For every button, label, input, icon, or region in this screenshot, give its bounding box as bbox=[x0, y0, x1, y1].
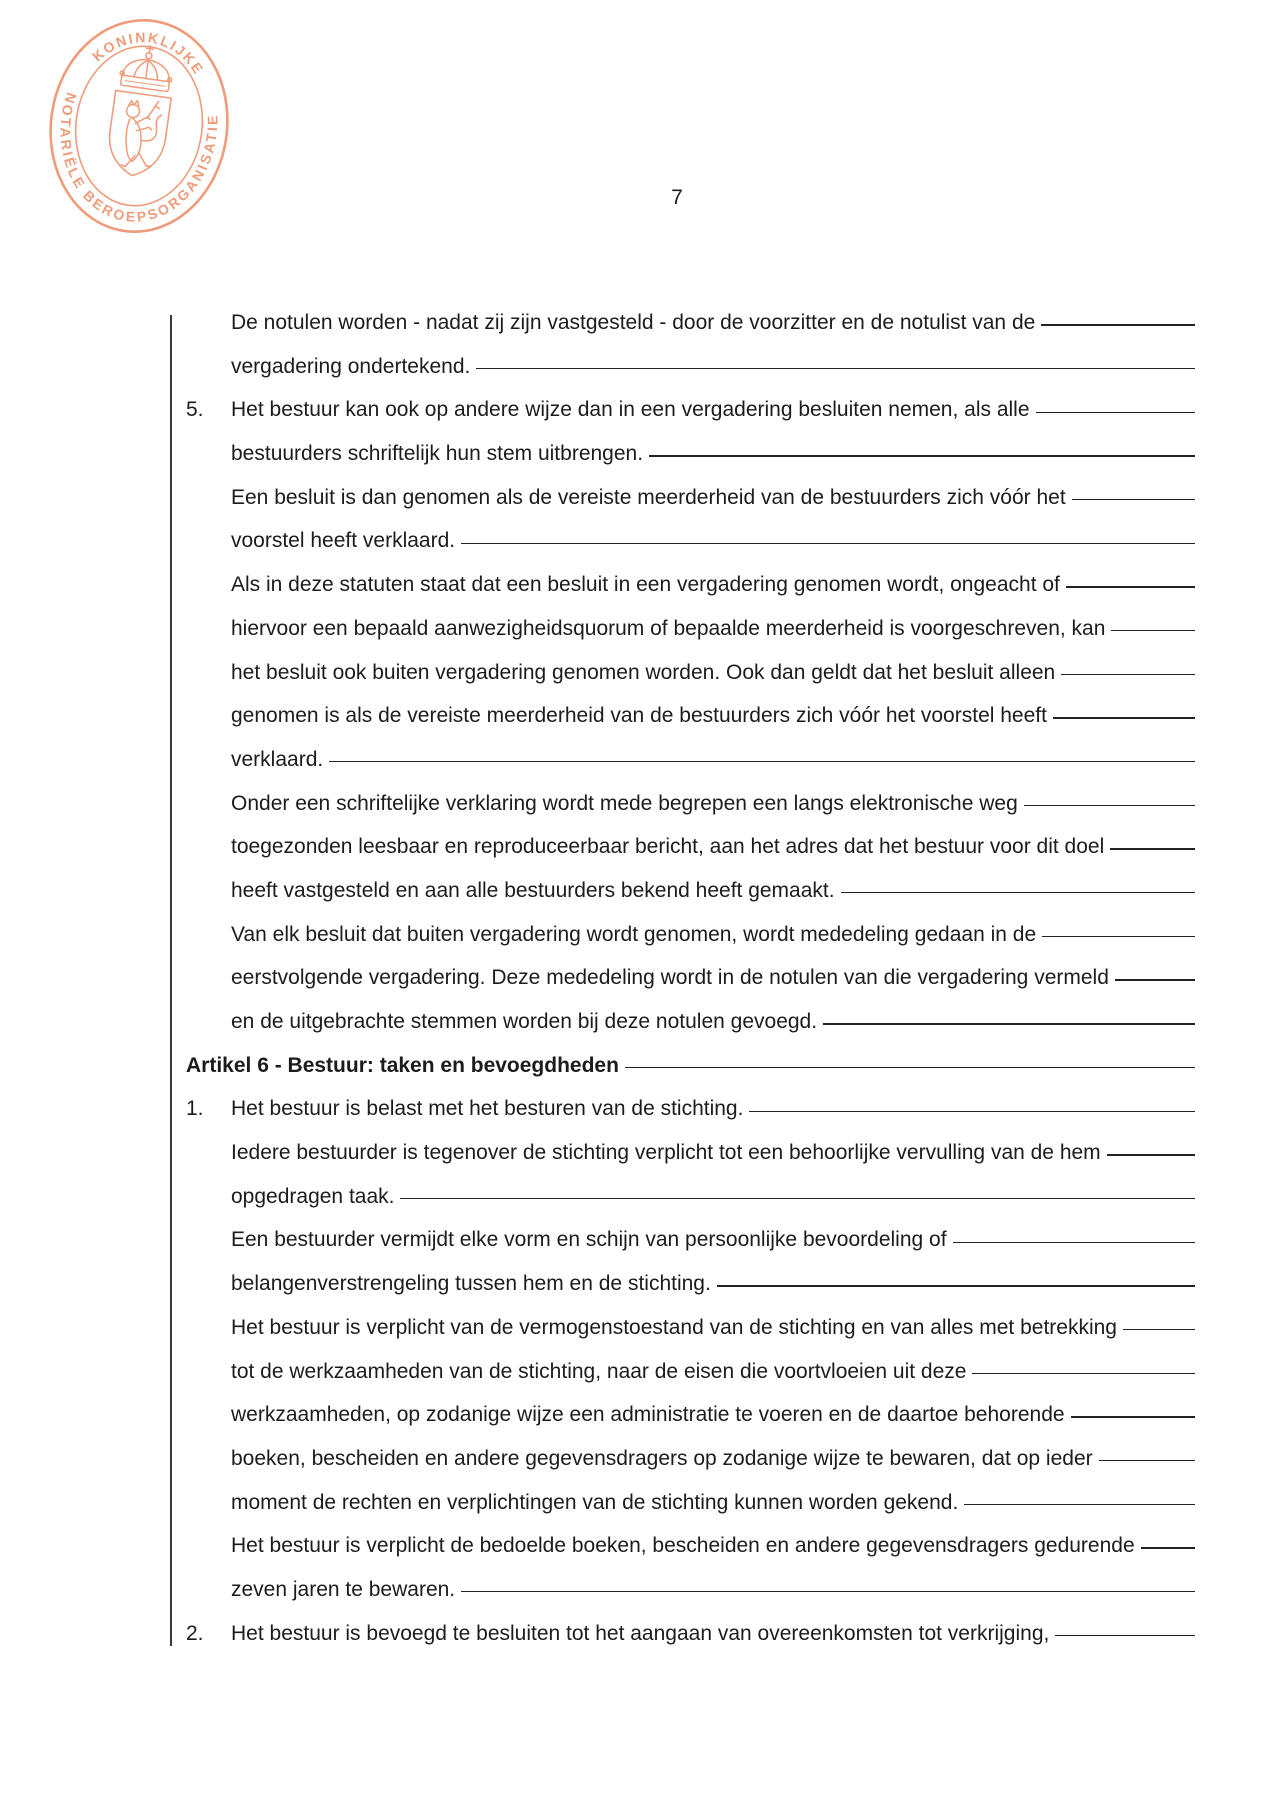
line-text: Een besluit is dan genomen als de vereiste meerderheid van de bestuurders zich vóór het bbox=[231, 485, 1066, 509]
item-number: 1. bbox=[186, 1097, 204, 1121]
fill-dash-line bbox=[841, 892, 1195, 893]
line-text: het besluit ook buiten vergadering genomen worden. Ook dan geldt dat het besluit alleen bbox=[231, 660, 1056, 684]
line-text: Het bestuur is bevoegd te besluiten tot het aangaan van overeenkomsten tot verkrijging, bbox=[231, 1621, 1050, 1645]
fill-dash-line bbox=[461, 1591, 1195, 1592]
line-text: De notulen worden - nadat zij zijn vastgesteld - door de voorzitter en de notulist van de bbox=[231, 311, 1036, 334]
text-line bbox=[186, 694, 1195, 738]
fill-dash-line bbox=[964, 1504, 1195, 1505]
text-line bbox=[186, 1131, 1195, 1175]
line-text: belangenverstrengeling tussen hem en de stichting. bbox=[231, 1272, 711, 1296]
seal-bottom-text: NOTARIËLE BEROEPSORGANISATIE bbox=[57, 90, 221, 225]
numbered-line bbox=[186, 388, 1195, 432]
text-line bbox=[186, 782, 1195, 826]
line-text: tot de werkzaamheden van de stichting, naar de eisen die voortvloeien uit deze bbox=[231, 1359, 967, 1383]
line-text: eerstvolgende vergadering. Deze mededeling wordt in de notulen van die vergadering vermeld bbox=[231, 966, 1109, 990]
line-text: Een bestuurder vermijdt elke vorm en schijn van persoonlijke bevoordeling of bbox=[231, 1228, 947, 1252]
fill-dash-line bbox=[476, 368, 1195, 369]
document-body bbox=[186, 301, 1195, 1655]
text-line bbox=[186, 301, 1195, 345]
text-line bbox=[186, 1175, 1195, 1219]
text-line bbox=[186, 1306, 1195, 1350]
text-line bbox=[186, 869, 1195, 913]
line-text: Van elk besluit dat buiten vergadering wordt genomen, wordt mededeling gedaan in de bbox=[231, 922, 1037, 946]
item-number: 5. bbox=[186, 398, 204, 422]
line-text: voorstel heeft verklaard. bbox=[231, 529, 456, 553]
line-text: Het bestuur is verplicht van de vermogenstoestand van de stichting en van alles met betrekking bbox=[231, 1315, 1117, 1339]
text-line bbox=[186, 1218, 1195, 1262]
fill-dash-line bbox=[1024, 805, 1195, 806]
seal-top-text: KONINKLIJKE bbox=[89, 29, 208, 78]
text-line bbox=[186, 607, 1195, 651]
fill-dash-line bbox=[1111, 630, 1195, 631]
line-text: boeken, bescheiden en andere gegevensdragers op zodanige wijze te bewaren, dat op ieder bbox=[231, 1446, 1093, 1470]
line-text: Als in deze statuten staat dat een besluit in een vergadering genomen wordt, ongeacht of bbox=[231, 573, 1060, 597]
text-line bbox=[186, 825, 1195, 869]
line-text: werkzaamheden, op zodanige wijze een administratie te voeren en de daartoe behorende bbox=[231, 1403, 1065, 1427]
notary-seal bbox=[45, 14, 233, 239]
numbered-line bbox=[186, 1612, 1195, 1656]
line-text: en de uitgebrachte stemmen worden bij deze notulen gevoegd. bbox=[231, 1010, 818, 1033]
margin-change-bar bbox=[170, 315, 172, 1646]
text-line bbox=[186, 1350, 1195, 1394]
fill-dash-line bbox=[823, 1023, 1195, 1024]
fill-dash-line bbox=[972, 1373, 1195, 1374]
fill-dash-line bbox=[953, 1242, 1195, 1243]
fill-dash-line bbox=[329, 761, 1195, 762]
fill-dash-line bbox=[461, 543, 1195, 544]
numbered-line bbox=[186, 1087, 1195, 1131]
fill-dash-line bbox=[1041, 324, 1195, 325]
text-line bbox=[186, 476, 1195, 520]
text-line bbox=[186, 1262, 1195, 1306]
line-text: Onder een schriftelijke verklaring wordt mede begrepen een langs elektronische weg bbox=[231, 791, 1018, 815]
fill-dash-line bbox=[1061, 674, 1195, 675]
fill-dash-line bbox=[1055, 1635, 1195, 1636]
line-text: Het bestuur kan ook op andere wijze dan in een vergadering besluiten nemen, als alle bbox=[231, 398, 1030, 422]
text-line bbox=[186, 1481, 1195, 1525]
text-line bbox=[186, 913, 1195, 957]
text-line bbox=[186, 345, 1195, 389]
fill-dash-line bbox=[749, 1111, 1195, 1112]
article-heading-text: Artikel 6 - Bestuur: taken en bevoegdheden bbox=[186, 1053, 619, 1077]
fill-dash-line bbox=[649, 455, 1195, 456]
line-text: hiervoor een bepaald aanwezigheidsquorum of bepaalde meerderheid is voorgeschreven, kan bbox=[231, 616, 1106, 640]
line-text: bestuurders schriftelijk hun stem uitbrengen. bbox=[231, 442, 644, 466]
text-line bbox=[186, 563, 1195, 607]
text-line bbox=[186, 1568, 1195, 1612]
fill-dash-line bbox=[1099, 1460, 1195, 1461]
line-text: Iedere bestuurder is tegenover de stichting verplicht tot een behoorlijke vervulling van de hem bbox=[231, 1141, 1101, 1165]
fill-dash-line bbox=[1107, 1154, 1195, 1155]
line-text: heeft vastgesteld en aan alle bestuurders bekend heeft gemaakt. bbox=[231, 878, 835, 902]
fill-dash-line bbox=[1123, 1329, 1195, 1330]
line-text: opgedragen taak. bbox=[231, 1184, 395, 1208]
item-number: 2. bbox=[186, 1621, 204, 1645]
text-line bbox=[186, 738, 1195, 782]
fill-dash-line bbox=[1042, 936, 1195, 937]
article-heading bbox=[186, 1044, 1195, 1088]
text-line bbox=[186, 1437, 1195, 1481]
fill-dash-line bbox=[1072, 499, 1195, 500]
fill-dash-line bbox=[1066, 586, 1195, 587]
fill-dash-line bbox=[717, 1285, 1195, 1286]
text-line bbox=[186, 956, 1195, 1000]
line-text: vergadering ondertekend. bbox=[231, 354, 471, 378]
fill-dash-line bbox=[1036, 412, 1195, 413]
line-text: Het bestuur is verplicht de bedoelde boeken, bescheiden en andere gegevensdragers gedurende bbox=[231, 1534, 1135, 1558]
text-line bbox=[186, 432, 1195, 476]
fill-dash-line bbox=[1110, 848, 1195, 849]
fill-dash-line bbox=[1053, 717, 1195, 718]
text-line bbox=[186, 1393, 1195, 1437]
fill-dash-line bbox=[1141, 1547, 1195, 1548]
line-text: zeven jaren te bewaren. bbox=[231, 1577, 456, 1601]
fill-dash-line bbox=[400, 1198, 1195, 1199]
fill-dash-line bbox=[1115, 979, 1195, 980]
page-number: 7 bbox=[671, 186, 683, 209]
text-line bbox=[186, 1524, 1195, 1568]
fill-dash-line bbox=[625, 1067, 1195, 1068]
line-text: toegezonden leesbaar en reproduceerbaar bericht, aan het adres dat het bestuur voor dit doel bbox=[231, 835, 1105, 859]
line-text: genomen is als de vereiste meerderheid van de bestuurders zich vóór het voorstel heeft bbox=[231, 704, 1047, 728]
fill-dash-line bbox=[1071, 1416, 1195, 1417]
text-line bbox=[186, 651, 1195, 695]
text-line bbox=[186, 1000, 1195, 1044]
text-line bbox=[186, 519, 1195, 563]
line-text: verklaard. bbox=[231, 747, 324, 771]
line-text: Het bestuur is belast met het besturen van de stichting. bbox=[231, 1097, 744, 1121]
line-text: moment de rechten en verplichtingen van de stichting kunnen worden gekend. bbox=[231, 1490, 959, 1514]
